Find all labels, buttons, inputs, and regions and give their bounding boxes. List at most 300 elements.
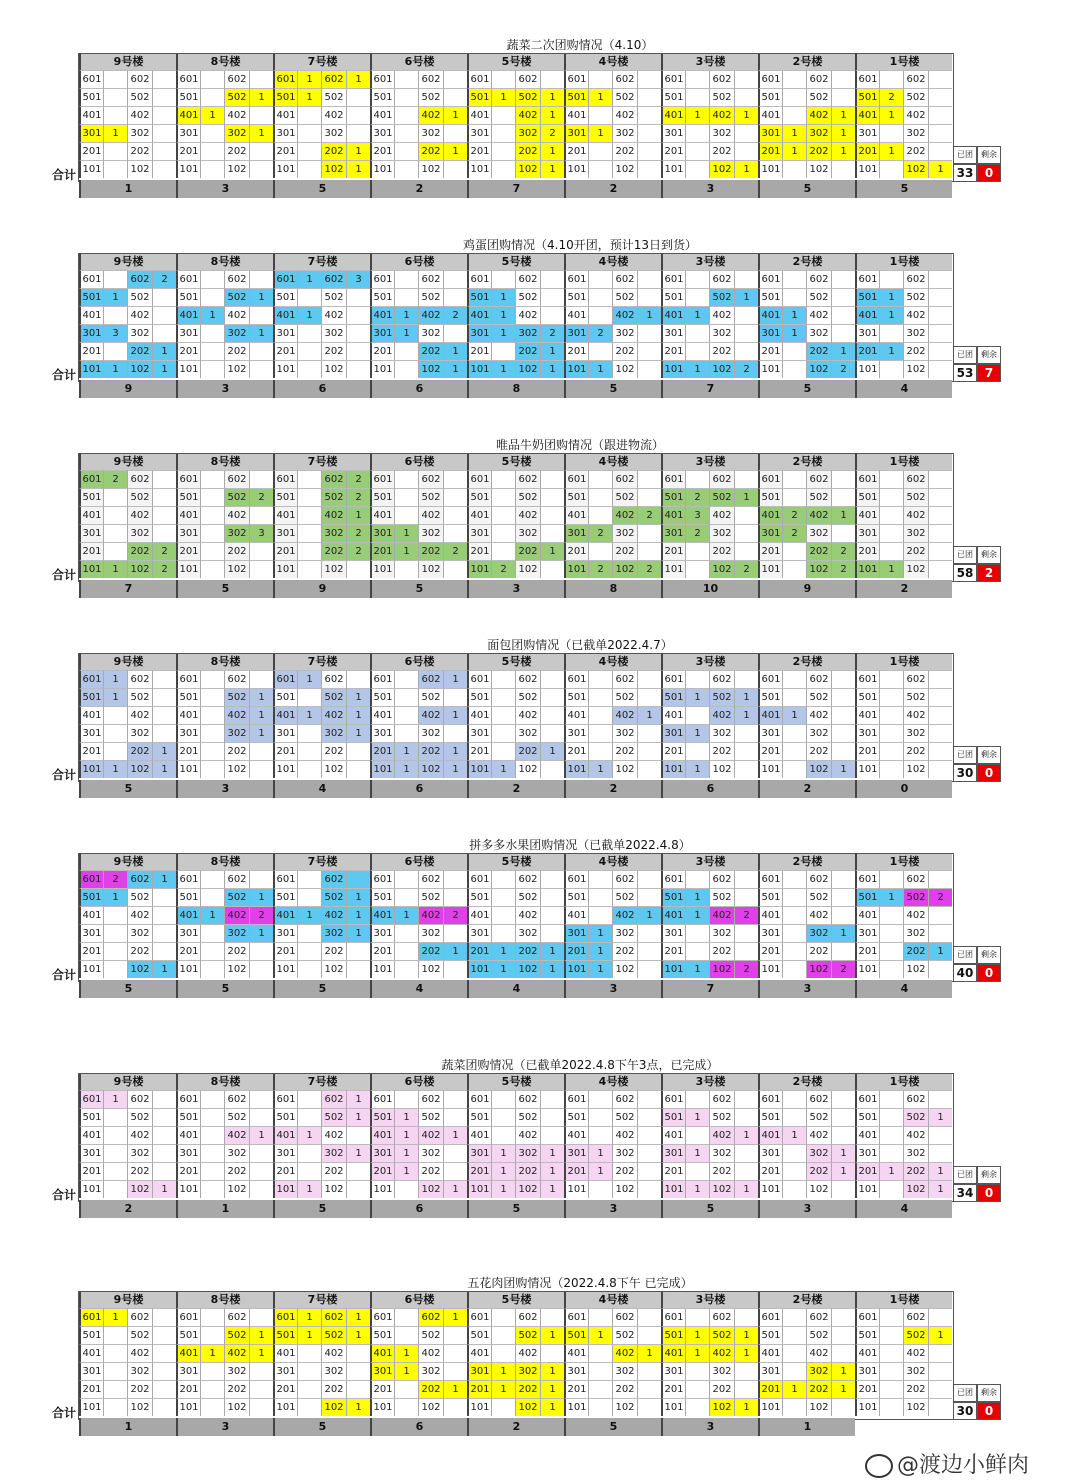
unit-number: 602 bbox=[806, 1308, 831, 1326]
unit-number: 301 bbox=[661, 524, 685, 542]
unit-number: 501 bbox=[855, 1108, 879, 1126]
order-count bbox=[297, 288, 321, 306]
order-count bbox=[249, 1144, 273, 1162]
unit-number: 402 bbox=[903, 1344, 928, 1362]
building-total: 2 bbox=[855, 580, 952, 598]
order-count: 1 bbox=[152, 960, 176, 978]
unit-number: 401 bbox=[370, 906, 394, 924]
order-count: 1 bbox=[491, 288, 515, 306]
unit-number: 502 bbox=[127, 488, 152, 506]
order-count: 1 bbox=[540, 106, 564, 124]
unit-number: 502 bbox=[806, 1326, 831, 1344]
unit-number: 602 bbox=[515, 870, 540, 888]
order-count bbox=[103, 1162, 127, 1180]
order-count: 1 bbox=[249, 888, 273, 906]
order-count bbox=[637, 342, 661, 360]
order-count bbox=[928, 1398, 952, 1416]
building-total: 8 bbox=[564, 580, 661, 598]
unit-number: 201 bbox=[661, 342, 685, 360]
order-count bbox=[249, 306, 273, 324]
unit-number: 501 bbox=[176, 488, 200, 506]
order-count bbox=[200, 670, 224, 688]
unit-number: 302 bbox=[418, 1362, 443, 1380]
order-count bbox=[249, 760, 273, 778]
order-count bbox=[782, 1108, 806, 1126]
unit-number: 602 bbox=[418, 470, 443, 488]
building-total: 4 bbox=[855, 380, 952, 398]
unit-number: 102 bbox=[903, 960, 928, 978]
unit-number: 101 bbox=[564, 760, 588, 778]
unit-number: 202 bbox=[224, 142, 249, 160]
building-header: 3号楼 bbox=[661, 654, 758, 670]
order-count bbox=[540, 288, 564, 306]
unit-number: 301 bbox=[661, 1362, 685, 1380]
order-count bbox=[491, 870, 515, 888]
unit-number: 301 bbox=[758, 724, 782, 742]
unit-number: 601 bbox=[370, 670, 394, 688]
order-count bbox=[346, 342, 370, 360]
order-count bbox=[782, 160, 806, 178]
unit-number: 202 bbox=[806, 142, 831, 160]
unit-number: 301 bbox=[370, 124, 394, 142]
order-count bbox=[782, 288, 806, 306]
unit-number: 301 bbox=[79, 524, 103, 542]
order-count bbox=[152, 506, 176, 524]
order-count bbox=[491, 142, 515, 160]
order-count: 1 bbox=[734, 706, 758, 724]
order-count bbox=[443, 70, 467, 88]
order-count bbox=[588, 670, 612, 688]
unit-number: 601 bbox=[79, 70, 103, 88]
order-count bbox=[734, 88, 758, 106]
order-count bbox=[928, 524, 952, 542]
unit-number: 601 bbox=[855, 870, 879, 888]
order-count: 1 bbox=[540, 1180, 564, 1198]
unit-number: 402 bbox=[321, 1344, 346, 1362]
unit-number: 301 bbox=[176, 1362, 200, 1380]
unit-number: 402 bbox=[709, 506, 734, 524]
order-count bbox=[685, 160, 709, 178]
order-count bbox=[346, 760, 370, 778]
unit-number: 601 bbox=[176, 270, 200, 288]
remaining-count: 0 bbox=[977, 164, 1001, 182]
unit-number: 401 bbox=[467, 906, 491, 924]
order-count bbox=[152, 288, 176, 306]
order-count bbox=[297, 1162, 321, 1180]
order-count: 1 bbox=[297, 906, 321, 924]
order-count bbox=[394, 70, 418, 88]
unit-number: 502 bbox=[903, 1108, 928, 1126]
unit-number: 601 bbox=[273, 1090, 297, 1108]
unit-number: 102 bbox=[806, 1398, 831, 1416]
unit-number: 601 bbox=[273, 70, 297, 88]
building-header: 5号楼 bbox=[467, 654, 564, 670]
order-count: 1 bbox=[346, 1398, 370, 1416]
building-total: 7 bbox=[661, 980, 758, 998]
order-count: 1 bbox=[297, 670, 321, 688]
unit-number: 602 bbox=[418, 670, 443, 688]
order-count bbox=[200, 360, 224, 378]
order-count: 1 bbox=[346, 1090, 370, 1108]
unit-number: 601 bbox=[855, 470, 879, 488]
unit-number: 401 bbox=[564, 106, 588, 124]
unit-number: 602 bbox=[806, 70, 831, 88]
order-count bbox=[879, 760, 903, 778]
order-count bbox=[152, 906, 176, 924]
building-header: 4号楼 bbox=[564, 1292, 661, 1308]
unit-number: 501 bbox=[176, 888, 200, 906]
unit-number: 501 bbox=[370, 1108, 394, 1126]
unit-number: 402 bbox=[806, 706, 831, 724]
order-count bbox=[831, 1398, 855, 1416]
order-count bbox=[540, 688, 564, 706]
building-total: 6 bbox=[370, 780, 467, 798]
building-header: 6号楼 bbox=[370, 854, 467, 870]
order-count bbox=[346, 1362, 370, 1380]
building-total: 9 bbox=[79, 380, 176, 398]
order-count bbox=[685, 942, 709, 960]
order-count: 1 bbox=[588, 942, 612, 960]
unit-number: 201 bbox=[370, 142, 394, 160]
unit-number: 501 bbox=[467, 688, 491, 706]
order-count bbox=[782, 342, 806, 360]
unit-number: 201 bbox=[273, 1380, 297, 1398]
order-count: 1 bbox=[928, 1108, 952, 1126]
building-total: 1 bbox=[176, 1200, 273, 1218]
unit-number: 301 bbox=[855, 724, 879, 742]
order-count bbox=[200, 270, 224, 288]
unit-number: 201 bbox=[661, 142, 685, 160]
unit-number: 201 bbox=[758, 142, 782, 160]
order-count bbox=[297, 960, 321, 978]
unit-number: 501 bbox=[564, 888, 588, 906]
unit-number: 302 bbox=[709, 124, 734, 142]
remaining-count: 0 bbox=[977, 1402, 1001, 1420]
building-total: 1 bbox=[758, 1418, 855, 1436]
unit-number: 301 bbox=[855, 124, 879, 142]
order-count bbox=[588, 1362, 612, 1380]
unit-number: 602 bbox=[612, 470, 637, 488]
unit-number: 102 bbox=[612, 560, 637, 578]
unit-number: 102 bbox=[127, 960, 152, 978]
order-count: 1 bbox=[346, 888, 370, 906]
order-count bbox=[152, 470, 176, 488]
unit-number: 402 bbox=[806, 1126, 831, 1144]
building-total: 5 bbox=[79, 780, 176, 798]
unit-number: 101 bbox=[855, 160, 879, 178]
unit-number: 301 bbox=[370, 1362, 394, 1380]
order-count: 2 bbox=[831, 360, 855, 378]
order-count: 1 bbox=[734, 1398, 758, 1416]
unit-number: 201 bbox=[79, 742, 103, 760]
unit-number: 202 bbox=[224, 542, 249, 560]
order-count bbox=[637, 1162, 661, 1180]
unit-number: 202 bbox=[903, 342, 928, 360]
building-header: 3号楼 bbox=[661, 454, 758, 470]
unit-number: 401 bbox=[176, 506, 200, 524]
order-count: 1 bbox=[831, 1162, 855, 1180]
order-count: 2 bbox=[734, 906, 758, 924]
unit-number: 401 bbox=[370, 106, 394, 124]
unit-number: 102 bbox=[515, 960, 540, 978]
unit-number: 202 bbox=[418, 1380, 443, 1398]
order-count bbox=[200, 542, 224, 560]
order-count bbox=[879, 160, 903, 178]
order-count: 2 bbox=[588, 524, 612, 542]
order-count bbox=[879, 70, 903, 88]
unit-number: 101 bbox=[758, 560, 782, 578]
order-count: 1 bbox=[346, 506, 370, 524]
unit-number: 502 bbox=[709, 1108, 734, 1126]
order-count bbox=[782, 1180, 806, 1198]
order-count: 1 bbox=[685, 360, 709, 378]
order-count: 1 bbox=[588, 924, 612, 942]
order-count bbox=[734, 1162, 758, 1180]
order-count bbox=[734, 1362, 758, 1380]
unit-number: 602 bbox=[903, 870, 928, 888]
unit-number: 602 bbox=[709, 1308, 734, 1326]
order-count bbox=[831, 888, 855, 906]
table-title: 鸡蛋团购情况（4.10开团，预计13日到货） bbox=[463, 238, 697, 252]
order-count bbox=[588, 270, 612, 288]
order-count bbox=[879, 124, 903, 142]
unit-number: 602 bbox=[806, 670, 831, 688]
order-count bbox=[734, 1308, 758, 1326]
unit-number: 502 bbox=[224, 688, 249, 706]
order-count bbox=[152, 1126, 176, 1144]
order-count bbox=[491, 1090, 515, 1108]
order-count bbox=[588, 1380, 612, 1398]
unit-number: 401 bbox=[661, 1126, 685, 1144]
order-count bbox=[685, 706, 709, 724]
order-count: 1 bbox=[685, 688, 709, 706]
unit-number: 101 bbox=[370, 960, 394, 978]
order-count bbox=[443, 88, 467, 106]
unit-number: 101 bbox=[855, 560, 879, 578]
unit-number: 101 bbox=[273, 1398, 297, 1416]
unit-number: 302 bbox=[903, 524, 928, 542]
order-count bbox=[831, 88, 855, 106]
unit-number: 101 bbox=[273, 560, 297, 578]
unit-number: 301 bbox=[661, 1144, 685, 1162]
order-count bbox=[782, 688, 806, 706]
unit-number: 602 bbox=[224, 270, 249, 288]
order-count: 1 bbox=[394, 760, 418, 778]
unit-number: 202 bbox=[709, 742, 734, 760]
unit-number: 202 bbox=[612, 542, 637, 560]
order-count bbox=[588, 506, 612, 524]
unit-number: 302 bbox=[612, 724, 637, 742]
order-count bbox=[782, 1398, 806, 1416]
order-count bbox=[249, 1308, 273, 1326]
unit-number: 101 bbox=[370, 760, 394, 778]
order-count bbox=[637, 760, 661, 778]
order-count: 1 bbox=[879, 142, 903, 160]
unit-number: 402 bbox=[515, 706, 540, 724]
order-count bbox=[346, 1180, 370, 1198]
order-count: 1 bbox=[394, 1362, 418, 1380]
building-header: 1号楼 bbox=[855, 654, 952, 670]
unit-number: 501 bbox=[564, 88, 588, 106]
order-count bbox=[152, 1398, 176, 1416]
unit-number: 101 bbox=[176, 360, 200, 378]
order-count bbox=[588, 724, 612, 742]
order-count bbox=[782, 870, 806, 888]
order-count: 1 bbox=[443, 1380, 467, 1398]
order-count bbox=[879, 524, 903, 542]
unit-number: 602 bbox=[418, 1308, 443, 1326]
unit-number: 202 bbox=[321, 1162, 346, 1180]
unit-number: 201 bbox=[79, 342, 103, 360]
unit-number: 202 bbox=[515, 742, 540, 760]
order-count: 1 bbox=[879, 342, 903, 360]
unit-number: 602 bbox=[612, 270, 637, 288]
unit-number: 501 bbox=[176, 288, 200, 306]
order-count bbox=[103, 1380, 127, 1398]
order-count bbox=[103, 924, 127, 942]
ordered-count: 40 bbox=[953, 964, 977, 982]
ordered-count: 30 bbox=[953, 764, 977, 782]
order-count: 2 bbox=[588, 324, 612, 342]
unit-number: 101 bbox=[370, 1398, 394, 1416]
unit-number: 502 bbox=[224, 88, 249, 106]
order-count: 1 bbox=[249, 288, 273, 306]
unit-number: 101 bbox=[467, 160, 491, 178]
order-count: 1 bbox=[782, 1380, 806, 1398]
order-count bbox=[588, 1090, 612, 1108]
unit-number: 102 bbox=[515, 1180, 540, 1198]
order-count bbox=[394, 106, 418, 124]
order-count bbox=[685, 470, 709, 488]
order-count bbox=[297, 742, 321, 760]
building-total: 5 bbox=[758, 380, 855, 398]
order-count: 1 bbox=[297, 70, 321, 88]
unit-number: 102 bbox=[418, 760, 443, 778]
unit-number: 601 bbox=[855, 70, 879, 88]
unit-number: 202 bbox=[127, 1162, 152, 1180]
unit-number: 501 bbox=[79, 1108, 103, 1126]
order-count bbox=[782, 960, 806, 978]
building-header: 1号楼 bbox=[855, 1074, 952, 1090]
unit-number: 301 bbox=[176, 724, 200, 742]
order-count: 1 bbox=[443, 1308, 467, 1326]
unit-number: 202 bbox=[612, 1162, 637, 1180]
order-count bbox=[297, 1090, 321, 1108]
order-count bbox=[540, 760, 564, 778]
order-count bbox=[200, 688, 224, 706]
unit-number: 402 bbox=[806, 506, 831, 524]
unit-number: 401 bbox=[564, 306, 588, 324]
order-count: 1 bbox=[685, 960, 709, 978]
order-count bbox=[394, 670, 418, 688]
order-count bbox=[782, 1344, 806, 1362]
building-header: 5号楼 bbox=[467, 454, 564, 470]
unit-number: 101 bbox=[661, 160, 685, 178]
order-count: 2 bbox=[782, 506, 806, 524]
unit-number: 601 bbox=[564, 670, 588, 688]
unit-number: 302 bbox=[418, 924, 443, 942]
unit-number: 601 bbox=[176, 670, 200, 688]
unit-number: 402 bbox=[418, 106, 443, 124]
order-count bbox=[103, 270, 127, 288]
unit-number: 502 bbox=[806, 1108, 831, 1126]
order-count bbox=[249, 270, 273, 288]
order-count bbox=[637, 1326, 661, 1344]
unit-number: 102 bbox=[612, 360, 637, 378]
unit-number: 401 bbox=[661, 906, 685, 924]
building-total: 5 bbox=[273, 980, 370, 998]
unit-number: 302 bbox=[903, 924, 928, 942]
order-count bbox=[103, 724, 127, 742]
unit-number: 302 bbox=[224, 724, 249, 742]
unit-number: 102 bbox=[903, 360, 928, 378]
order-count bbox=[637, 1126, 661, 1144]
total-row-label: 合计 bbox=[52, 768, 77, 782]
order-count: 1 bbox=[831, 1144, 855, 1162]
unit-number: 302 bbox=[515, 1362, 540, 1380]
order-count: 1 bbox=[443, 106, 467, 124]
order-count bbox=[734, 1090, 758, 1108]
unit-number: 101 bbox=[176, 760, 200, 778]
unit-number: 502 bbox=[709, 488, 734, 506]
order-count bbox=[443, 160, 467, 178]
unit-number: 301 bbox=[370, 1144, 394, 1162]
order-count bbox=[734, 942, 758, 960]
order-count bbox=[491, 270, 515, 288]
order-count bbox=[152, 524, 176, 542]
building-header: 5号楼 bbox=[467, 254, 564, 270]
building-header: 2号楼 bbox=[758, 854, 855, 870]
order-count bbox=[637, 742, 661, 760]
unit-number: 301 bbox=[176, 324, 200, 342]
order-count bbox=[249, 942, 273, 960]
unit-number: 201 bbox=[564, 542, 588, 560]
order-count bbox=[734, 870, 758, 888]
unit-number: 201 bbox=[758, 342, 782, 360]
unit-number: 501 bbox=[855, 488, 879, 506]
unit-number: 101 bbox=[176, 560, 200, 578]
order-count bbox=[491, 1126, 515, 1144]
unit-number: 501 bbox=[273, 1326, 297, 1344]
unit-number: 201 bbox=[273, 742, 297, 760]
unit-number: 601 bbox=[467, 70, 491, 88]
order-count: 1 bbox=[394, 524, 418, 542]
unit-number: 601 bbox=[467, 670, 491, 688]
order-count: 1 bbox=[249, 124, 273, 142]
order-count bbox=[879, 1308, 903, 1326]
order-count bbox=[152, 1090, 176, 1108]
building-header: 7号楼 bbox=[273, 254, 370, 270]
unit-number: 102 bbox=[418, 1398, 443, 1416]
unit-number: 402 bbox=[127, 706, 152, 724]
order-count bbox=[443, 1162, 467, 1180]
order-count bbox=[637, 688, 661, 706]
unit-number: 502 bbox=[806, 488, 831, 506]
unit-number: 502 bbox=[321, 288, 346, 306]
order-count bbox=[443, 888, 467, 906]
order-count bbox=[394, 1326, 418, 1344]
order-count bbox=[637, 542, 661, 560]
order-count bbox=[637, 1380, 661, 1398]
order-count: 1 bbox=[540, 360, 564, 378]
unit-number: 601 bbox=[564, 1308, 588, 1326]
unit-number: 101 bbox=[467, 760, 491, 778]
unit-number: 402 bbox=[127, 1126, 152, 1144]
order-count bbox=[394, 360, 418, 378]
order-count bbox=[879, 270, 903, 288]
unit-number: 102 bbox=[612, 960, 637, 978]
building-header: 7号楼 bbox=[273, 1074, 370, 1090]
